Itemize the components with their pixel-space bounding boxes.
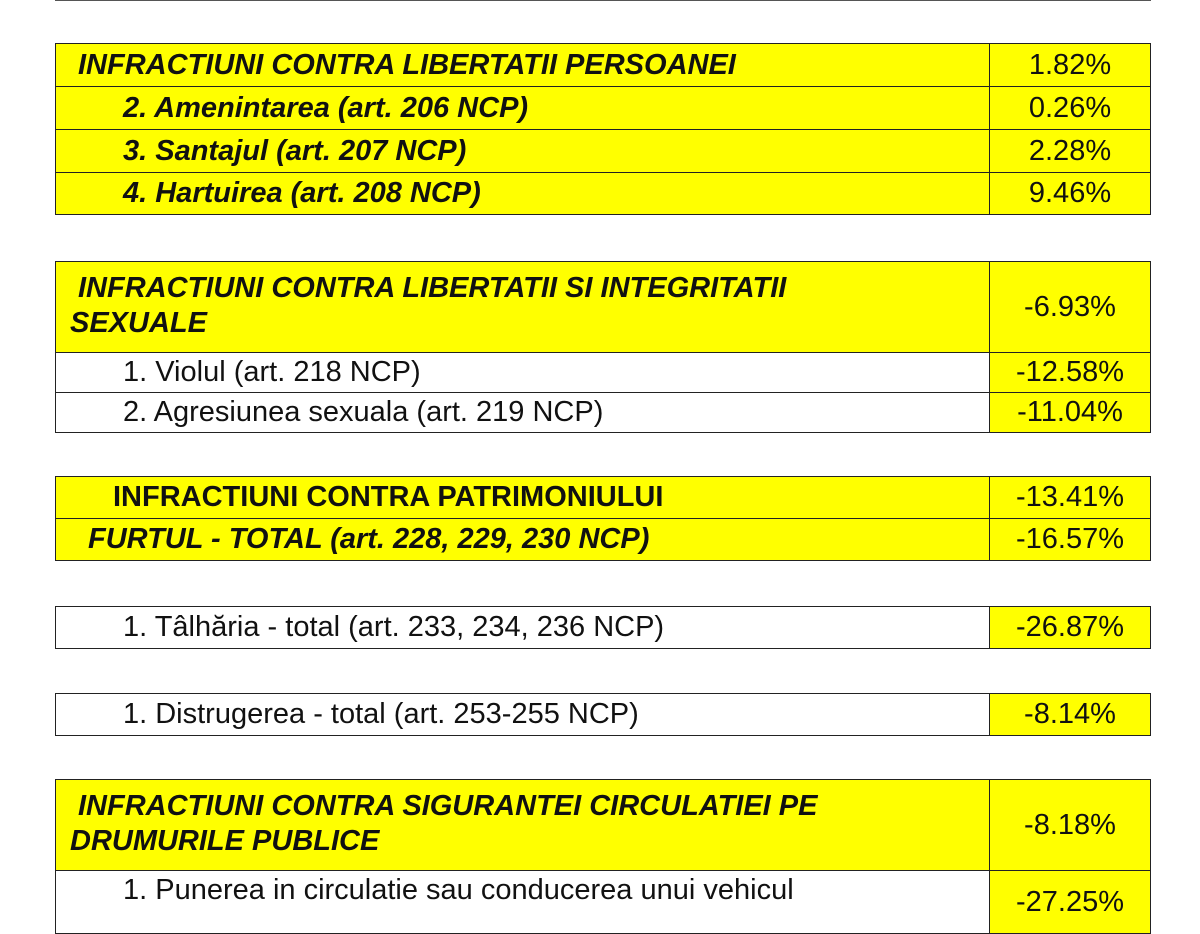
table-row xyxy=(56,780,1151,871)
item-value: 0.26% xyxy=(990,87,1151,130)
item-value: 9.46% xyxy=(990,173,1151,215)
category-header-label xyxy=(56,262,990,353)
category-header-line2: SEXUALE xyxy=(70,307,207,339)
table-patrimony xyxy=(55,476,1151,561)
table-robbery xyxy=(55,606,1151,649)
top-divider xyxy=(55,0,1151,1)
item-label: 1. Distrugerea - total (art. 253-255 NCP) xyxy=(56,694,990,736)
item-value: 2.28% xyxy=(990,130,1151,173)
category-header-value: -6.93% xyxy=(990,262,1151,353)
table-row xyxy=(56,694,1151,736)
table-sexual-integrity xyxy=(55,261,1151,433)
table-destruction xyxy=(55,693,1151,736)
category-header-line2: DRUMURILE PUBLICE xyxy=(70,825,380,857)
item-value: -12.58% xyxy=(990,353,1151,393)
item-value: -26.87% xyxy=(990,607,1151,649)
table-row xyxy=(56,393,1151,433)
category-header-value: -13.41% xyxy=(990,477,1151,519)
table-row xyxy=(56,477,1151,519)
category-header-line1: INFRACTIUNI CONTRA LIBERTATII SI INTEGRITATII xyxy=(78,272,787,305)
item-label: 4. Hartuirea (art. 208 NCP) xyxy=(56,173,990,215)
table-row xyxy=(56,130,1151,173)
category-header-value: 1.82% xyxy=(990,44,1151,87)
table-row xyxy=(56,44,1151,87)
table-traffic-safety xyxy=(55,779,1151,934)
table-row xyxy=(56,262,1151,353)
item-label: 3. Santajul (art. 207 NCP) xyxy=(56,130,990,173)
item-value: -27.25% xyxy=(990,871,1151,934)
item-label: 2. Amenintarea (art. 206 NCP) xyxy=(56,87,990,130)
item-value: -8.14% xyxy=(990,694,1151,736)
item-label: 1. Punerea in circulatie sau conducerea unui vehicul xyxy=(56,871,990,934)
table-row xyxy=(56,353,1151,393)
table-row xyxy=(56,173,1151,215)
item-label: FURTUL - TOTAL (art. 228, 229, 230 NCP) xyxy=(56,519,990,561)
category-header-label xyxy=(56,780,990,871)
table-row xyxy=(56,519,1151,561)
item-value: -11.04% xyxy=(990,393,1151,433)
item-label: 2. Agresiunea sexuala (art. 219 NCP) xyxy=(56,393,990,433)
item-value: -16.57% xyxy=(990,519,1151,561)
table-row xyxy=(56,871,1151,934)
category-header-label: INFRACTIUNI CONTRA LIBERTATII PERSOANEI xyxy=(56,44,990,87)
table-liberty-person xyxy=(55,43,1151,215)
category-header-label: INFRACTIUNI CONTRA PATRIMONIULUI xyxy=(56,477,990,519)
item-label: 1. Tâlhăria - total (art. 233, 234, 236 NCP) xyxy=(56,607,990,649)
category-header-line1: INFRACTIUNI CONTRA SIGURANTEI CIRCULATIEI PE xyxy=(78,790,818,823)
table-row xyxy=(56,87,1151,130)
category-header-value: -8.18% xyxy=(990,780,1151,871)
item-label: 1. Violul (art. 218 NCP) xyxy=(56,353,990,393)
table-row xyxy=(56,607,1151,649)
